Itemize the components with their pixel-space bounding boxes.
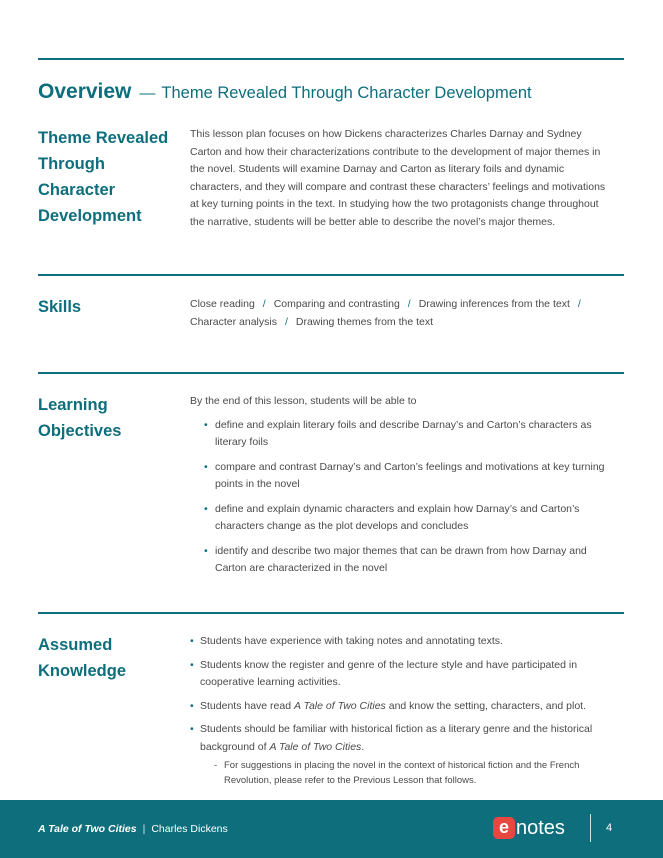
footer-book-title: A Tale of Two Cities <box>38 823 137 835</box>
page-number: 4 <box>606 822 613 834</box>
list-item <box>190 698 615 716</box>
bullet: • <box>204 502 208 515</box>
objectives-list <box>190 417 610 578</box>
logo-e-icon: e <box>493 817 515 839</box>
book-title-italic: A Tale of Two Cities <box>269 740 362 753</box>
knowledge-text: and know the setting, characters, and plot. <box>385 699 587 712</box>
list-item <box>190 543 610 578</box>
bullet: • <box>190 723 194 735</box>
bullet: • <box>190 658 194 671</box>
skills-list <box>190 295 610 331</box>
title-dash: — <box>139 85 156 102</box>
list-item <box>190 657 615 692</box>
skill-separator: / <box>577 298 581 310</box>
skill-item: Character analysis <box>190 316 277 328</box>
knowledge-text: Students have read <box>200 699 294 712</box>
theme-body: This lesson plan focuses on how Dickens characterizes Charles Darnay and Sydney Carton and how their characterizations contribute to the development of major themes in the novel. Students will examine Darnay and Carton as literary foils and dynamic characters, and they will compare and contrast these characters’ feelings and motivations at key turning points in the text. In studying how the two protagonists change throughout the narrative, students will be better able to describe the novel’s major themes. <box>190 128 606 228</box>
book-title-italic: A Tale of Two Cities <box>293 699 386 712</box>
objective-text: compare and contrast Darnay’s and Carton’s feelings and motivations at key turning points in the novel <box>215 460 605 490</box>
knowledge-text: Students know the register and genre of the lecture style and have participated in cooperative learning activities. <box>200 658 578 688</box>
list-item <box>190 417 610 452</box>
list-item <box>190 501 610 536</box>
rule-objectives <box>38 372 624 374</box>
skill-item: Drawing themes from the text <box>295 316 434 328</box>
objectives-intro: By the end of this lesson, students will be able to <box>190 395 417 407</box>
sub-note-text: For suggestions in placing the novel in the context of historical fiction and the French Revolution, please refer to the Previous Lesson that follows. <box>224 760 580 786</box>
bullet: • <box>204 544 208 557</box>
knowledge-text: Students should be familiar with historical fiction as a literary genre and the historical background of <box>200 723 593 753</box>
skill-separator: / <box>407 298 411 310</box>
footer <box>0 800 663 858</box>
footer-title <box>38 823 228 835</box>
skills-heading: Skills <box>38 298 82 316</box>
knowledge-text: Students have experience with taking notes and annotating texts. <box>200 635 503 647</box>
skill-item: Comparing and contrasting <box>273 298 400 310</box>
theme-heading: Theme Revealed Through Character Development <box>38 129 169 225</box>
knowledge-text: . <box>361 740 365 753</box>
overview-title: Overview <box>38 80 132 103</box>
rule-knowledge <box>38 612 624 614</box>
overview-subtitle: Theme Revealed Through Character Development <box>161 84 532 102</box>
enotes-logo <box>493 817 565 839</box>
page-title <box>38 80 532 104</box>
bullet: • <box>190 635 194 647</box>
sub-note <box>190 758 615 788</box>
skill-item: Close reading <box>190 298 255 310</box>
knowledge-body <box>190 633 615 788</box>
list-item <box>190 721 615 756</box>
knowledge-list <box>190 633 615 756</box>
objective-text: define and explain dynamic characters and explain how Darnay’s and Carton’s characters change as the plot develops and concludes <box>215 502 580 532</box>
bullet: • <box>190 699 194 712</box>
bullet: • <box>204 418 208 431</box>
objective-text: identify and describe two major themes that can be drawn from how Darnay and Carton are characterized in the novel <box>215 544 587 574</box>
knowledge-heading: Assumed Knowledge <box>38 636 127 680</box>
footer-pipe: | <box>142 823 146 835</box>
logo-text: notes <box>516 817 565 839</box>
skill-separator: / <box>262 298 266 310</box>
rule-skills <box>38 274 624 276</box>
sub-dash: - <box>214 760 218 771</box>
skill-separator: / <box>284 316 288 328</box>
objective-text: define and explain literary foils and describe Darnay’s and Carton’s characters as literary foils <box>215 418 592 448</box>
bullet: • <box>204 460 208 473</box>
list-item <box>190 459 610 494</box>
footer-author: Charles Dickens <box>151 823 228 835</box>
objectives-heading: Learning Objectives <box>38 396 122 440</box>
footer-divider <box>590 814 591 842</box>
top-rule <box>38 58 624 60</box>
objectives-body <box>190 393 610 585</box>
list-item <box>190 633 615 651</box>
skill-item: Drawing inferences from the text <box>418 298 570 310</box>
